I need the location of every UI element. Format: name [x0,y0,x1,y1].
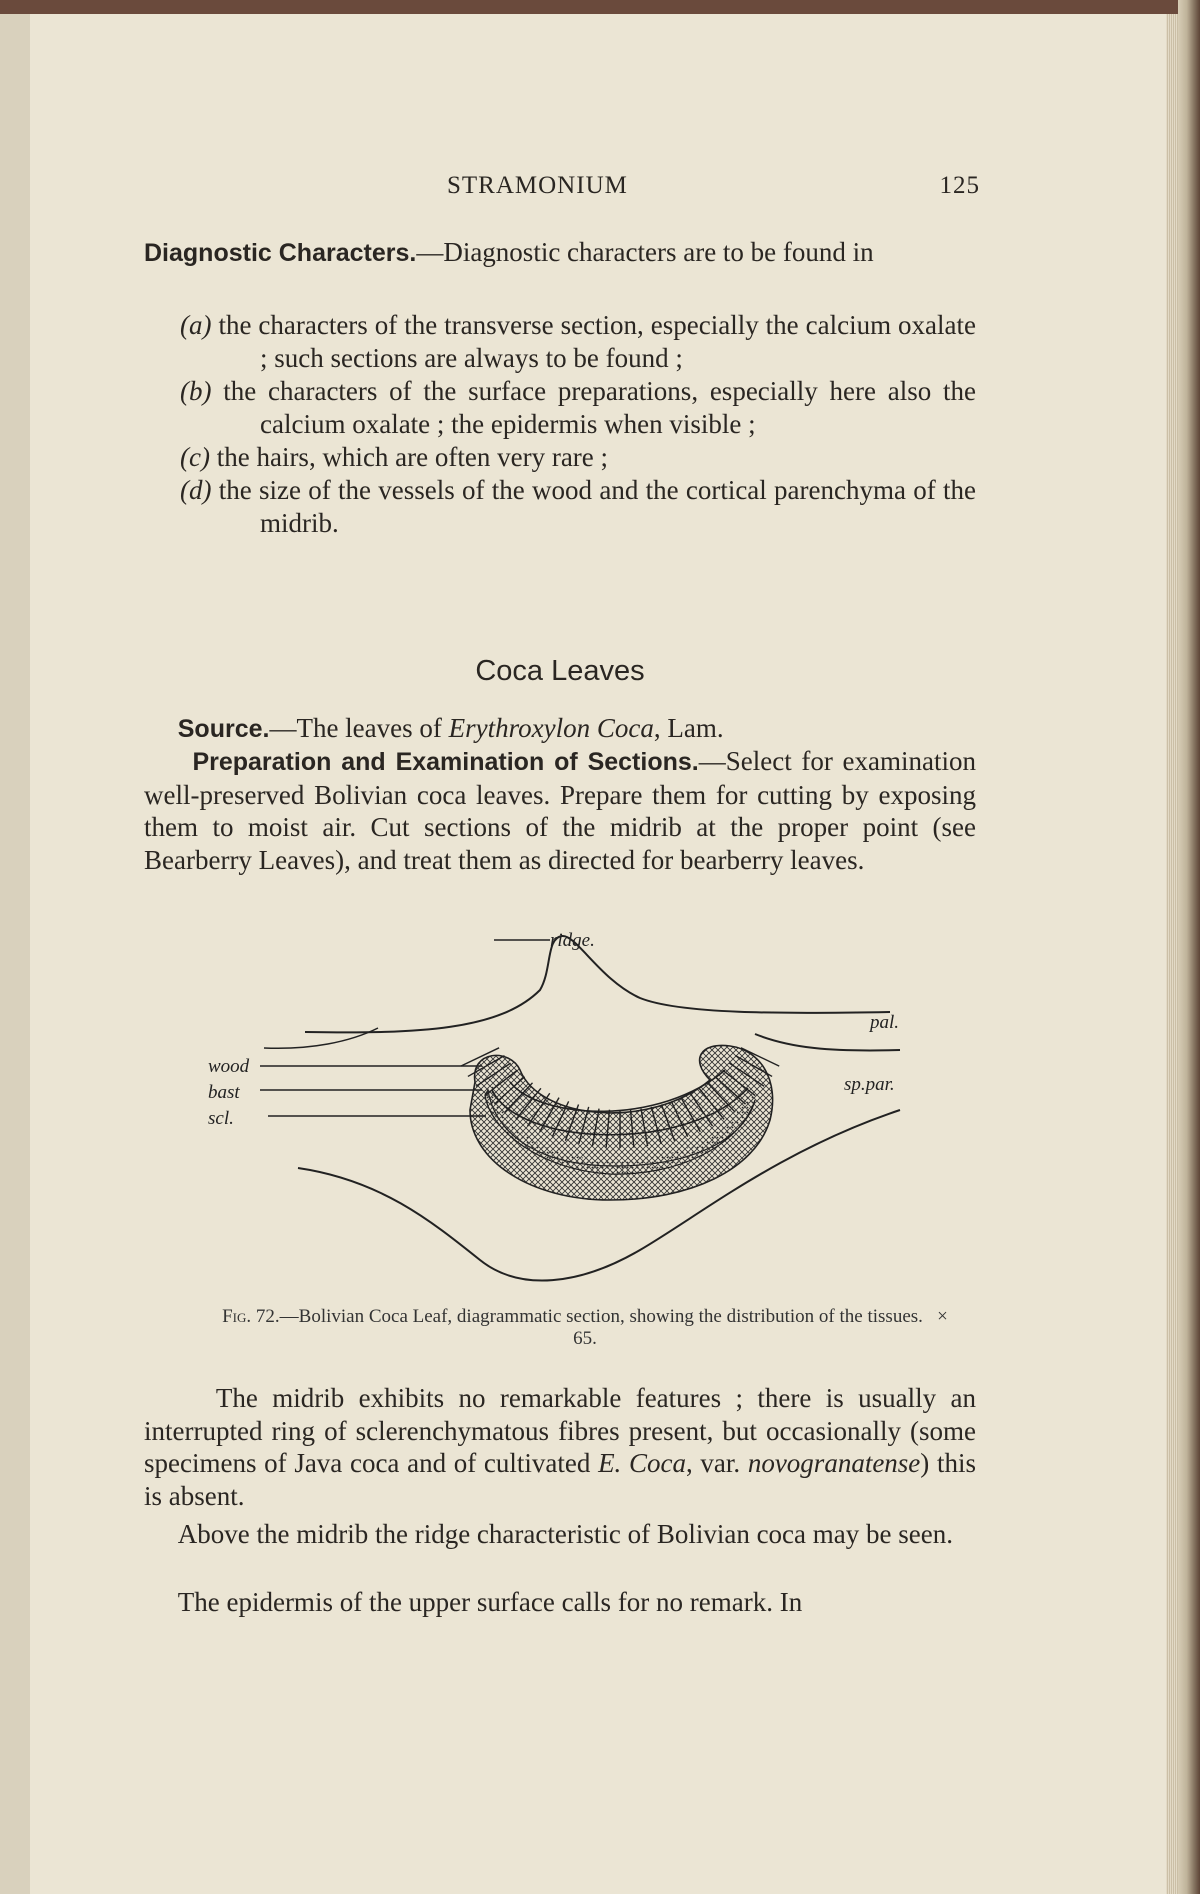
source-species: Erythroxylon Coca [448,713,654,743]
book-binding [1178,0,1200,1894]
midrib-var: , var. [685,1448,748,1478]
midrib-species: E. Coca [598,1448,686,1478]
running-title: STRAMONIUM [447,172,628,199]
list-item [144,474,976,540]
epidermis-paragraph [144,1586,976,1619]
preparation-text: —Select for examination well-preserved Bolivian coca leaves. Prepare them for cutting by exposing them to moist air. Cut sections of the midrib at the proper point (see Bearberry Leaves), and treat them as directed for bearberry leaves. [144,746,977,875]
epidermis-text: The epidermis of the upper surface calls for no remark. In [177,1587,803,1617]
label-bast: bast [208,1082,240,1103]
list-marker: (b) [180,376,212,406]
list-marker: (d) [180,475,212,505]
midrib-end: ) this is absent. [144,1448,976,1511]
page-edges [1166,14,1178,1894]
ridge-paragraph [144,1518,976,1551]
label-wood: wood [208,1056,250,1077]
source-paragraph [144,712,976,746]
midrib-paragraph [144,1382,976,1512]
label-pal: pal. [870,1012,900,1033]
list-marker: (c) [180,442,210,472]
list-item-text: the characters of the surface preparations, especially here also the calcium oxalate ; the epidermis when visible ; [223,376,976,439]
source-author: , Lam. [653,713,724,743]
palisade-line [755,1034,900,1050]
label-ridge: ridge. [550,930,595,951]
leaf-section-figure [208,930,950,1315]
wood-leader-curve [264,1028,378,1048]
label-sp-par: sp.par. [844,1074,895,1095]
midrib-text: The midrib exhibits no remarkable features ; there is usually an interrupted ring of sclerenchymatous fibres present, but occasionally (some specimens of Java coca and of cultivated [144,1383,976,1478]
list-item [144,441,976,474]
figure-caption [210,1306,960,1350]
diagnostic-intro [144,236,976,270]
figure-caption-text: —Bolivian Coca Leaf, diagrammatic section, showing the distribution of the tissues. [279,1306,923,1327]
list-item-text: the size of the vessels of the wood and the cortical parenchyma of the midrib. [218,475,977,538]
diagnostic-heading: Diagnostic Characters. [144,239,417,267]
diagnostic-list [144,309,976,540]
preparation-paragraph [144,745,976,876]
source-heading: Source. [177,715,270,743]
sclerenchyma-crescent [470,1045,773,1200]
diagnostic-intro-text: —Diagnostic characters are to be found in [416,237,874,267]
page-number: 125 [939,172,980,199]
label-scl: scl. [208,1108,234,1129]
list-item-text: the characters of the transverse section, especially the calcium oxalate ; such sections are always to be found ; [218,310,976,373]
preparation-heading: Preparation and Examination of Sections. [192,748,699,776]
upper-epidermis-line [305,936,890,1032]
list-item [144,375,976,441]
figure-number: Fig. 72. [222,1306,280,1327]
list-marker: (a) [180,310,212,340]
list-item [144,309,976,375]
midrib-variety: novogranatense [747,1448,921,1478]
ridge-text: Above the midrib the ridge characteristic of Bolivian coca may be seen. [177,1519,953,1549]
list-item-text: the hairs, which are often very rare ; [216,442,609,472]
figure-magnification: × 65. [573,1306,948,1349]
source-text: —The leaves of [269,713,449,743]
section-title: Coca Leaves [475,655,645,687]
